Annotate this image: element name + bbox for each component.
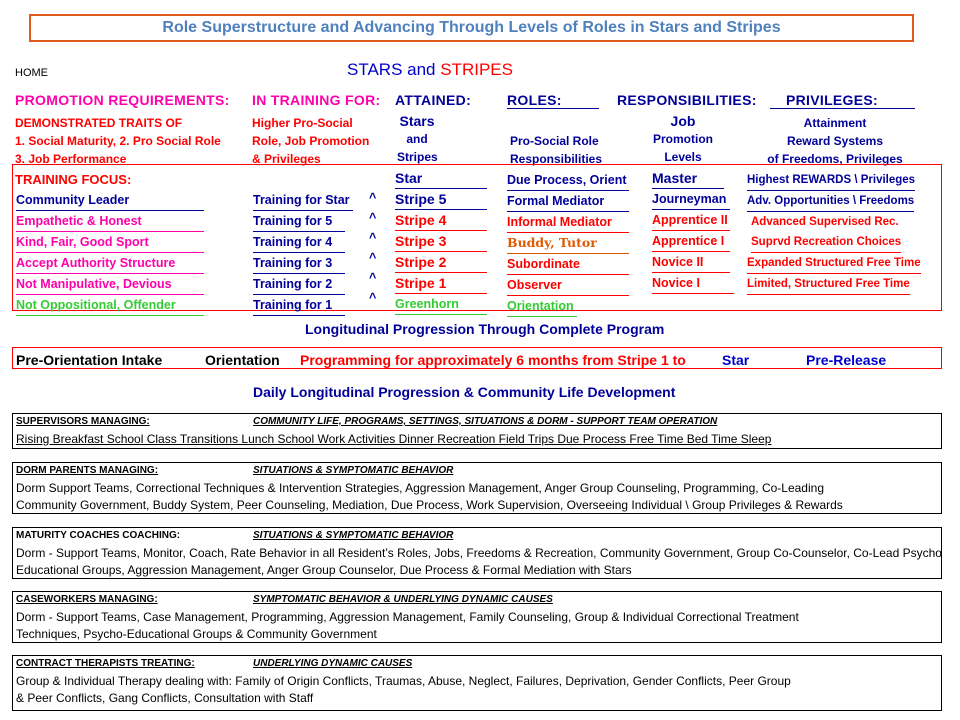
levels-column — [395, 168, 487, 315]
brand-stars: STARS and — [347, 60, 436, 79]
training-item: Training for 5 — [253, 211, 345, 232]
privileges-subheader — [760, 114, 910, 168]
privileges-column — [747, 170, 921, 295]
caret-icon: ^ — [369, 271, 377, 285]
privileges-line: Reward Systems — [786, 134, 884, 148]
panel-role: CASEWORKERS MANAGING: — [16, 594, 158, 605]
attained-line: and — [406, 132, 428, 146]
responsibilities-line: Levels — [664, 150, 702, 164]
progression-star: Star — [722, 352, 750, 368]
jobs-column — [652, 168, 734, 294]
roles-line: Pro-Social Role — [510, 134, 599, 148]
role-item: Due Process, Orient — [507, 170, 629, 191]
training-subheader — [252, 114, 369, 168]
level-item: Stripe 1 — [395, 273, 487, 294]
panel-line: Dorm - Support Teams, Monitor, Coach, Rate Behavior in all Resident’s Roles, Jobs, Freedoms & Recreation, Community Government, Group Co-Counselor, Co-Lead Psycho — [16, 546, 942, 560]
panel-line: Dorm - Support Teams, Case Management, Programming, Aggression Management, Family Counseling, Group & Individual Correctional Treatment — [16, 610, 799, 624]
trait-item: Empathetic & Honest — [16, 211, 204, 232]
training-line: & Privileges — [252, 152, 321, 166]
level-item: Stripe 5 — [395, 189, 487, 210]
level-item: Stripe 2 — [395, 252, 487, 273]
job-item: Apprentice II — [652, 210, 730, 231]
panel-line: Group & Individual Therapy dealing with: Family of Origin Conflicts, Traumas, Abuse, Neglect, Failures, Deprivation, Gender Conflicts, Peer Group — [16, 674, 791, 688]
panel-line: Educational Groups, Aggression Management, Anger Group Counselor, Due Process & Formal Mediation with Stars — [16, 563, 632, 577]
job-item: Novice I — [652, 273, 734, 294]
training-item: Training for 4 — [253, 232, 345, 253]
roles-column — [507, 170, 629, 317]
longitudinal-title: Longitudinal Progression Through Complete Program — [305, 321, 665, 337]
header-attained: ATTAINED: — [395, 92, 472, 108]
caseworkers-panel — [12, 591, 942, 643]
progression-orientation: Orientation — [205, 352, 280, 368]
page-title: Role Superstructure and Advancing Through Levels of Roles in Stars and Stripes — [29, 14, 914, 42]
panel-line: & Peer Conflicts, Gang Conflicts, Consultation with Staff — [16, 691, 314, 705]
panel-focus: SYMPTOMATIC BEHAVIOR & UNDERLYING DYNAMIC CAUSES — [253, 594, 553, 605]
contract-therapists-panel — [12, 655, 942, 711]
privileges-line: Attainment — [803, 116, 867, 130]
panel-focus: COMMUNITY LIFE, PROGRAMS, SETTINGS, SITUATIONS & DORM - SUPPORT TEAM OPERATION — [253, 416, 718, 427]
header-responsibilities: RESPONSIBILITIES: — [617, 92, 757, 108]
promotion-line: DEMONSTRATED TRAITS OF — [15, 116, 183, 130]
panel-line: Community Government, Buddy System, Peer Counseling, Mediation, Due Process, Work Supervision, Overseeing Individual \ Group Privileges & Rewards — [16, 498, 843, 512]
panel-line: Dorm Support Teams, Correctional Techniques & Intervention Strategies, Aggression Management, Anger Group Counseling, Programming, Co-Leading — [16, 481, 824, 495]
promotion-line: 1. Social Maturity, 2. Pro Social Role — [15, 134, 221, 148]
progression-intake: Pre-Orientation Intake — [16, 352, 163, 368]
role-item: Observer — [507, 275, 629, 296]
training-focus-label: TRAINING FOCUS: — [15, 172, 132, 187]
caret-icon: ^ — [369, 191, 377, 205]
promotion-line: 3. Job Performance — [15, 152, 127, 166]
brand-stripes: STRIPES — [435, 60, 513, 79]
panel-role: DORM PARENTS MANAGING: — [16, 465, 159, 476]
training-column — [253, 190, 353, 316]
privilege-item: Limited, Structured Free Time — [747, 274, 910, 295]
privilege-item: Adv. Opportunities \ Freedoms — [747, 191, 914, 212]
privilege-item: Highest REWARDS \ Privileges — [747, 170, 915, 191]
privileges-line: of Freedoms, Privileges — [767, 152, 903, 166]
caret-icon: ^ — [369, 231, 377, 245]
panel-focus: SITUATIONS & SYMPTOMATIC BEHAVIOR — [253, 530, 454, 541]
trait-item: Not Oppositional, Offender — [16, 295, 204, 316]
panel-line: Techniques, Psycho-Educational Groups & Community Government — [16, 627, 377, 641]
role-item: Buddy, Tutor — [507, 233, 629, 254]
caret-icon: ^ — [369, 251, 377, 265]
dorm-parents-panel — [12, 462, 942, 514]
maturity-coaches-panel — [12, 527, 942, 579]
responsibilities-line: Job — [670, 113, 696, 129]
role-item: Orientation — [507, 296, 577, 317]
trait-item: Kind, Fair, Good Sport — [16, 232, 204, 253]
trait-item: Community Leader — [16, 190, 204, 211]
training-item: Training for Star — [253, 190, 353, 211]
trait-item: Accept Authority Structure — [16, 253, 204, 274]
job-item: Novice II — [652, 252, 730, 273]
panel-focus: SITUATIONS & SYMPTOMATIC BEHAVIOR — [253, 465, 454, 476]
training-item: Training for 2 — [253, 274, 345, 295]
daily-title: Daily Longitudinal Progression & Community Life Development — [253, 384, 676, 400]
level-item: Stripe 4 — [395, 210, 487, 231]
program-name — [347, 60, 513, 80]
role-item: Informal Mediator — [507, 212, 629, 233]
privilege-item: Advanced Supervised Rec. — [751, 216, 899, 228]
promotion-subheader — [15, 114, 221, 168]
panel-focus: UNDERLYING DYNAMIC CAUSES — [253, 658, 413, 669]
responsibilities-line: Promotion — [653, 132, 713, 146]
roles-line: Responsibilities — [510, 152, 603, 166]
panel-role: SUPERVISORS MANAGING: — [16, 416, 150, 427]
job-item: Master — [652, 168, 724, 189]
supervisors-panel — [12, 413, 942, 449]
role-item: Subordinate — [507, 254, 629, 275]
training-line: Higher Pro-Social — [252, 116, 353, 130]
panel-role: CONTRACT THERAPISTS TREATING: — [16, 658, 195, 669]
level-item: Star — [395, 168, 487, 189]
training-item: Training for 1 — [253, 295, 345, 316]
progression-release: Pre-Release — [806, 352, 887, 368]
training-item: Training for 3 — [253, 253, 345, 274]
job-item: Journeyman — [652, 189, 730, 210]
attained-line: Stripes — [397, 150, 438, 164]
panel-role: MATURITY COACHES COACHING: — [16, 530, 181, 541]
job-item: Apprentice I — [652, 231, 730, 252]
privilege-item: Suprvd Recreation Choices — [751, 232, 901, 253]
progression-programming: Programming for approximately 6 months from Stripe 1 to — [300, 352, 686, 368]
role-item: Formal Mediator — [507, 191, 629, 212]
privilege-item: Expanded Structured Free Time — [747, 253, 921, 274]
attained-subheader — [397, 112, 437, 166]
header-promotion: PROMOTION REQUIREMENTS: — [15, 92, 230, 108]
roles-subheader — [510, 132, 602, 168]
caret-column — [369, 188, 376, 308]
traits-column — [16, 190, 204, 316]
attained-line: Stars — [399, 113, 435, 129]
trait-item: Not Manipulative, Devious — [16, 274, 204, 295]
header-training: IN TRAINING FOR: — [252, 92, 381, 108]
home-link[interactable]: HOME — [15, 67, 48, 79]
panel-line: Rising Breakfast School Class Transitions Lunch School Work Activities Dinner Recreation Field Trips Due Process Free Time Bed Time Sleep — [16, 432, 772, 446]
header-privileges: PRIVILEGES: — [770, 92, 915, 109]
level-item: Greenhorn — [395, 294, 487, 315]
training-line: Role, Job Promotion — [252, 134, 370, 148]
caret-icon: ^ — [369, 291, 377, 305]
level-item: Stripe 3 — [395, 231, 487, 252]
header-roles: ROLES: — [507, 92, 599, 109]
caret-icon: ^ — [369, 211, 377, 225]
responsibilities-subheader — [648, 112, 718, 166]
